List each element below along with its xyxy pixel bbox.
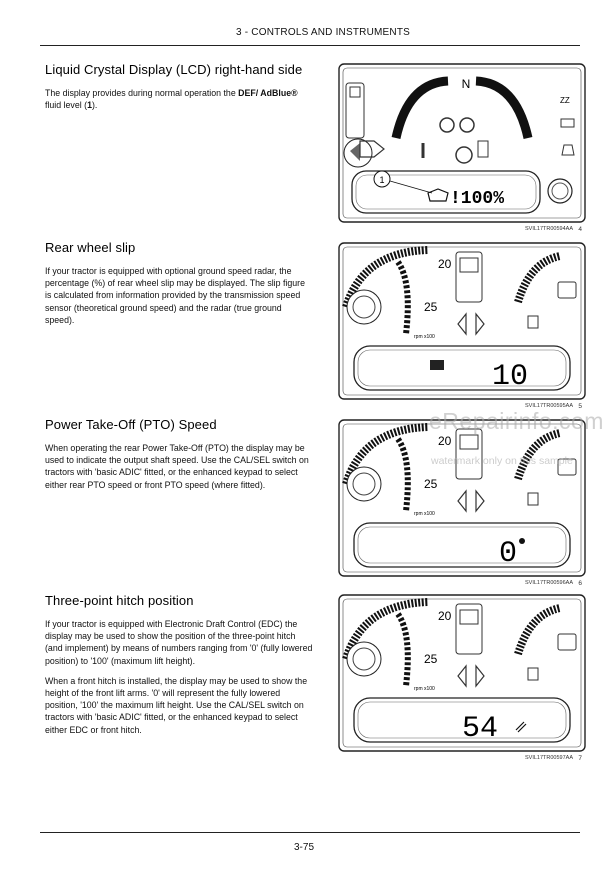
gauge-label: 25 [424,300,438,314]
figure-caption: SVIL17TR00595AA 5 [525,403,582,410]
svg-text:N: N [461,77,471,91]
section-paragraph: The display provides during normal operation the DEF/ AdBlue® fluid level (1). [45,88,298,111]
page-number: 3-75 [293,842,314,853]
gauge-label: 20 [438,257,452,271]
figure-7 [338,594,586,762]
lcd-readout: 54 [461,712,499,746]
gauge-label: 20 [438,609,452,623]
figure-6 [338,419,586,587]
figure-caption: SVIL17TR00596AA 6 [525,580,582,587]
header-rule [40,45,580,46]
section-paragraph: If your tractor is equipped with Electronic Draft Control (EDC) the display may be used to show the position of the three-point hitch (and implement) by means of numbers ranging from '0' (fully lowered position) to '100' (maximum lift height). [45,619,313,666]
section-title: Rear wheel slip [45,240,136,255]
watermark-brand: eRepairinfo.com [429,408,604,434]
gauge-unit: rpm x100 [414,334,435,340]
section-paragraph: When a front hitch is installed, the display may be used to show the height of the front lift arms. '0' will represent the fully lowered position, '100' the maximum lift height. Use the CAL/SEL switch on tractors with 'basic ADIC' fitted, or the enhanced keypad to select either EDC or front hitch. [45,675,308,735]
instrument-cluster-pto-illustration [338,419,586,577]
gauge-label: 25 [424,652,438,666]
gauge-unit: rpm x100 [414,511,435,517]
figure-4 [338,63,586,233]
section-rear-wheel-slip [45,240,313,334]
figure-5 [338,242,586,410]
callout-number: 1 [379,175,385,185]
page-header: 3 - CONTROLS AND INSTRUMENTS [236,27,410,38]
section-three-point-hitch [45,593,313,744]
gauge-label: 20 [438,434,452,448]
lcd-readout: 0 [498,537,518,571]
pto-indicator-icon [519,538,525,544]
instrument-cluster-lcd-illustration [338,63,586,223]
section-lcd-right [45,62,313,119]
gauge-unit: rpm x100 [414,686,435,692]
section-paragraph: When operating the rear Power Take-Off (PTO) the display may be used to indicate the output shaft speed. Use the CAL/SEL switch on tractors with 'basic ADIC' fitted, or the enhanced keypad to select either rear PTO speed or front PTO speed (where fitted). [45,443,309,490]
watermark-note: watermark only on this sample [431,455,573,467]
section-title: Liquid Crystal Display (LCD) right-hand side [45,62,303,77]
figure-caption: SVIL17TR00594AA 4 [525,226,582,233]
svg-text:ZZ: ZZ [560,96,570,105]
gauge-label: 25 [424,477,438,491]
lcd-readout: 10 [491,360,529,394]
section-title: Three-point hitch position [45,593,194,608]
instrument-cluster-slip-illustration [338,242,586,400]
lcd-readout: !100% [450,189,505,209]
figure-caption: SVIL17TR00597AA 7 [525,755,582,762]
footer-rule [40,832,580,833]
section-pto-speed [45,417,313,499]
section-paragraph: If your tractor is equipped with optional ground speed radar, the percentage (%) of rear wheel slip may be displayed. The slip figure is calculated from information provided by the transmission speed sensor (theoretical ground speed) and the radar (true ground speed). [45,266,305,325]
section-title: Power Take-Off (PTO) Speed [45,417,217,432]
instrument-cluster-hitch-illustration [338,594,586,752]
